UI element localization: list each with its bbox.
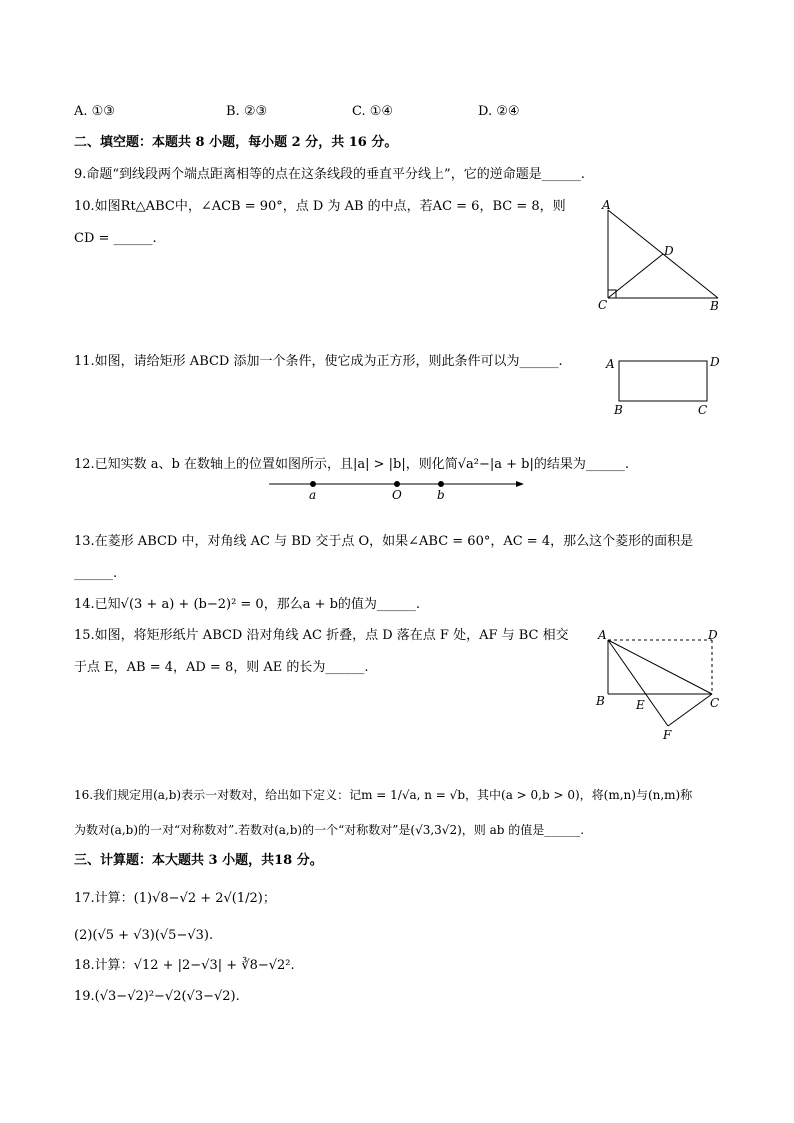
question-10-line2: CD = ______. — [74, 231, 157, 246]
section3-heading: 三、计算题：本大题共 3 小题，共18 分。 — [74, 853, 323, 868]
option-d: D. ②④ — [478, 104, 520, 119]
question-10-line1: 10.如图Rt△ABC中，∠ACB = 90°，点 D 为 AB 的中点，若AC = 6，BC = 8，则 — [74, 199, 566, 214]
question-15-line1: 15.如图，将矩形纸片 ABCD 沿对角线 AC 折叠，点 D 落在点 F 处，AF 与 BC 相交 — [74, 628, 569, 643]
q15-label-d: D — [708, 628, 718, 642]
q10-label-d: D — [664, 244, 674, 258]
question-14: 14.已知√(3 + a) + (b−2)² = 0，那么a + b的值为______. — [74, 597, 421, 612]
q11-label-c: C — [698, 403, 708, 417]
question-16-line1: 16.我们规定用(a,b)表示一对数对，给出如下定义：记m = 1/√a, n = √b，其中(a > 0,b > 0)，将(m,n)与(n,m)称 — [74, 788, 693, 802]
question-13-line2: ______. — [74, 566, 118, 581]
q10-label-a: A — [602, 198, 611, 212]
question-12: 12.已知实数 a、b 在数轴上的位置如图所示，且|a| > |b|，则化简√a²−|a + b|的结果为______. — [74, 457, 630, 472]
option-a: A. ①③ — [74, 104, 115, 119]
question-17-part2: (2)(√5 + √3)(√5−√3). — [74, 928, 214, 943]
q11-label-d: D — [710, 355, 720, 369]
q12-label-a: a — [309, 488, 317, 502]
question-11: 11.如图，请给矩形 ABCD 添加一个条件，使它成为正方形，则此条件可以为______. — [74, 354, 563, 369]
q12-number-line — [265, 476, 530, 504]
question-19: 19.(√3−√2)²−√2(√3−√2). — [74, 989, 240, 1004]
q12-label-b: b — [437, 488, 445, 502]
q10-label-b: B — [710, 299, 719, 313]
section2-heading: 二、填空题：本题共 8 小题，每小题 2 分，共 16 分。 — [74, 135, 398, 150]
option-c: C. ①④ — [352, 104, 394, 119]
q15-label-e: E — [636, 698, 645, 712]
question-18: 18.计算：√12 + |2−√3| + ∛8−√2². — [74, 958, 295, 973]
q15-label-f: F — [663, 728, 672, 742]
q10-triangle-figure — [590, 196, 730, 316]
q11-label-a: A — [606, 357, 615, 371]
q15-folding-figure — [590, 624, 730, 746]
question-16-line2: 为数对(a,b)的一对“对称数对”.若数对(a,b)的一个“对称数对”是(√3,3√2)，则 ab 的值是______. — [74, 823, 585, 837]
q11-rectangle-figure — [600, 352, 730, 418]
q10-label-c: C — [598, 298, 608, 312]
question-17-part1: 17.计算：(1)√8−√2 + 2√(1/2)； — [74, 891, 276, 906]
option-b: B. ②③ — [226, 104, 268, 119]
q11-label-b: B — [614, 403, 623, 417]
question-13-line1: 13.在菱形 ABCD 中，对角线 AC 与 BD 交于点 O，如果∠ABC = 60°，AC = 4，那么这个菱形的面积是 — [74, 534, 694, 549]
question-9: 9.命题“到线段两个端点距离相等的点在这条线段的垂直平分线上”，它的逆命题是______. — [74, 167, 585, 182]
question-15-line2: 于点 E，AB = 4，AD = 8，则 AE 的长为______. — [74, 660, 369, 675]
q12-label-o: O — [392, 488, 402, 502]
q15-label-c: C — [710, 696, 720, 710]
q15-label-b: B — [596, 694, 605, 708]
q15-label-a: A — [598, 628, 607, 642]
